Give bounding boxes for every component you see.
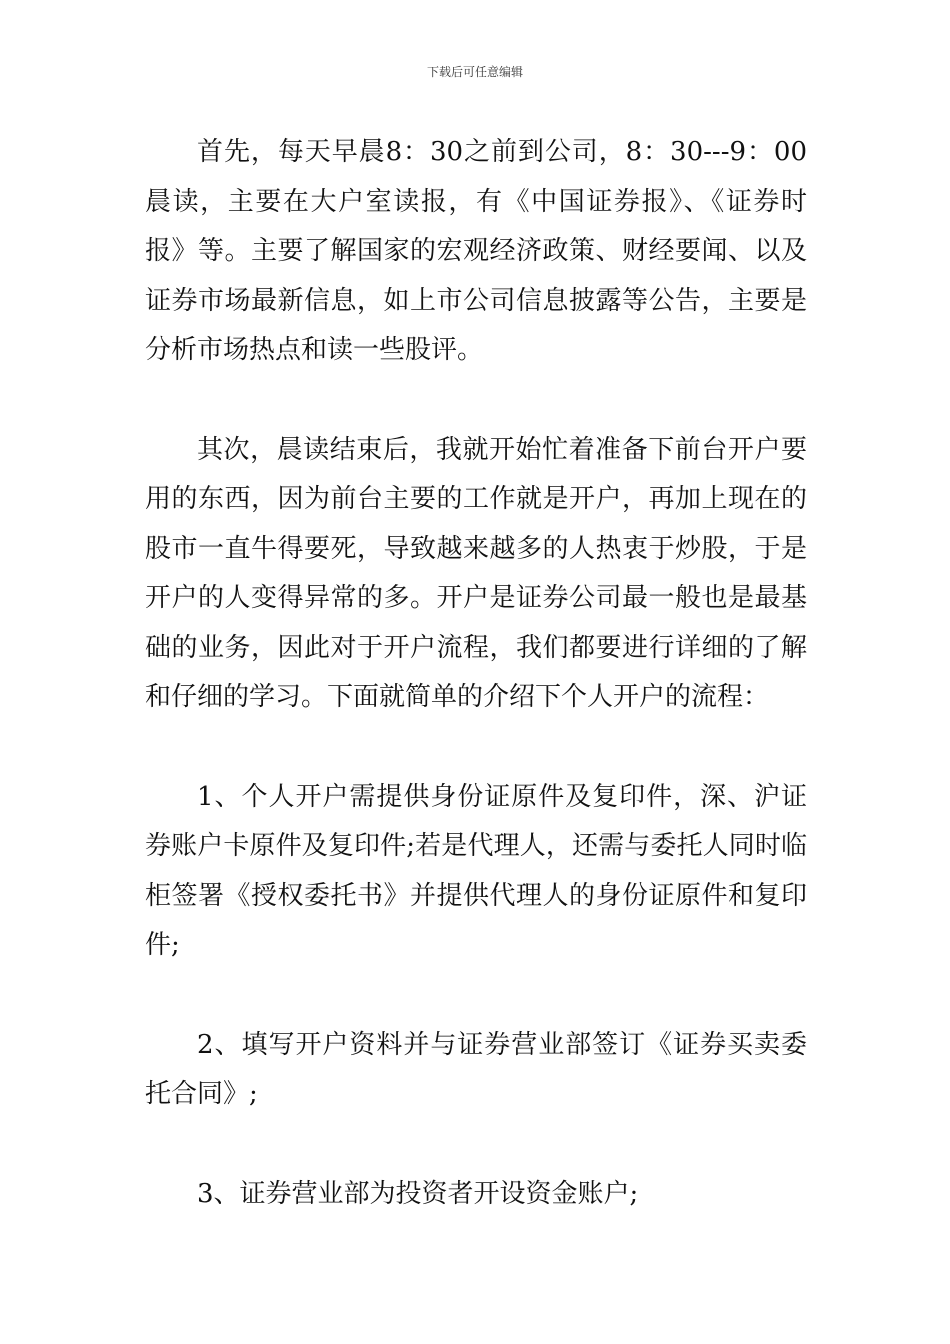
paragraph-morning-reading: 首先，每天早晨8：30之前到公司，8：30---9：00晨读，主要在大户室读报，有《中国证券报》、《证券时报》等。主要了解国家的宏观经济政策、财经要闻、以及证券市场最新信息，如上市公司信息披露等公告，主要是分析市场热点和读一些股评。 (145, 137, 807, 365)
paragraph-spacer (145, 376, 807, 426)
paragraph-spacer (145, 971, 807, 1021)
list-item-step-1: 1、个人开户需提供身份证原件及复印件，深、沪证券账户卡原件及复印件;若是代理人，还需与委托人同时临柜签署《授权委托书》并提供代理人的身份证原件和复印件; (145, 781, 807, 960)
paragraph-account-opening: 其次，晨读结束后，我就开始忙着准备下前台开户要用的东西，因为前台主要的工作就是开户，再加上现在的股市一直牛得要死，导致越来越多的人热衷于炒股，于是开户的人变得异常的多。开户是证券公司最一般也是最基础的业务，因此对于开户流程，我们都要进行详细的了解和仔细的学习。下面就简单的介绍下个人开户的流程： (145, 434, 807, 712)
document-body (145, 128, 807, 1219)
page-header: 下载后可任意编辑 (426, 65, 523, 79)
paragraph-spacer (145, 1120, 807, 1170)
paragraph-spacer (145, 723, 807, 773)
list-item-step-3: 3、证券营业部为投资者开设资金账户; (197, 1178, 639, 1209)
list-item-step-2: 2、填写开户资料并与证券营业部签订《证券买卖委托合同》; (145, 1029, 807, 1109)
